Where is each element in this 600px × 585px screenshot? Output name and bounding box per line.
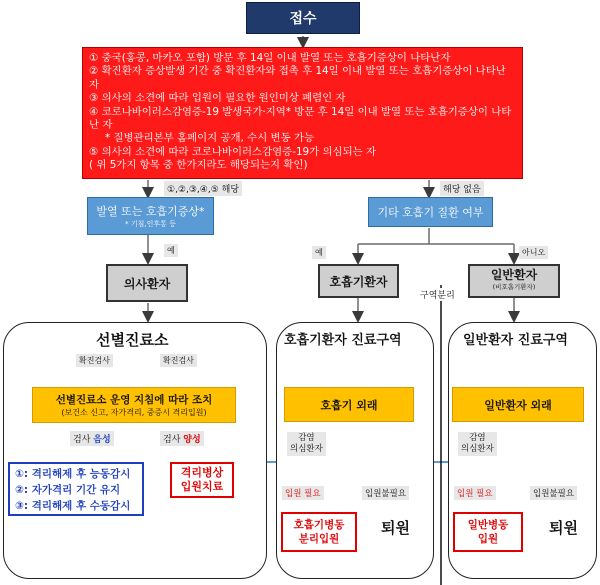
not-applies-label: 해당 없음 xyxy=(440,181,484,196)
criteria-line-7: ( 위 5가지 항목 중 한가지라도 해당되는지 확인) xyxy=(89,159,308,172)
other-resp-label: 기타 호흡기 질환 여부 xyxy=(377,206,484,219)
negative-result-box xyxy=(8,462,144,516)
general-infection-line1: 감염 xyxy=(469,433,486,443)
resp-discharge: 퇴원 xyxy=(381,519,410,537)
general-ward-box xyxy=(453,512,523,552)
screening-negative-label xyxy=(70,431,114,446)
general-patient-box xyxy=(468,264,560,298)
yes-label-left: 예 xyxy=(164,244,178,257)
screening-test-right: 확진검사 xyxy=(160,354,197,367)
criteria-line-5: * 질병관리본부 홈페이지 공개, 수시 변동 가능 xyxy=(105,132,314,145)
intake-box xyxy=(246,2,360,34)
general-patient-sub: (비호흡기환자) xyxy=(492,283,536,291)
positive-result-box xyxy=(170,462,234,498)
criteria-box xyxy=(82,47,523,179)
resp-infection-suspect xyxy=(287,432,326,456)
other-resp-box xyxy=(368,197,493,227)
general-infection-suspect xyxy=(458,432,497,456)
zone-divider-label: 구역분리 xyxy=(418,288,457,301)
resp-clinic-box xyxy=(284,387,414,422)
negative-item-1: ①: 격리해제 후 능동감시 xyxy=(15,468,131,480)
general-admit-needed: 입원 필요 xyxy=(454,486,496,500)
general-patient-label: 일반환자 xyxy=(490,268,538,282)
negative-item-2: ②: 자가격리 기간 유지 xyxy=(15,484,121,496)
applies-label: ①,②,③,④,⑤ 해당 xyxy=(164,181,242,196)
negative-prefix: 검사 xyxy=(73,435,94,445)
resp-zone-title: 호흡기환자 진료구역 xyxy=(284,333,402,348)
positive-item-1: 격리병상 xyxy=(180,466,224,479)
resp-admit-needed: 입원 필요 xyxy=(282,486,324,500)
screening-pane xyxy=(3,322,267,579)
resp-admit-not-needed: 입원불필요 xyxy=(362,486,409,500)
general-ward-line1: 일반병동 xyxy=(467,519,509,531)
screening-title: 선별진료소 xyxy=(96,331,169,349)
criteria-line-1: ① 중국(홍콩, 마카오 포함) 방문 후 14일 이내 발열 또는 호흡기증상이 나타난자 xyxy=(89,52,451,64)
screening-action-title: 선별진료소 운영 지침에 따라 조치 xyxy=(55,394,213,406)
resp-ward-line1: 호흡기병동 xyxy=(293,519,345,531)
fever-box xyxy=(87,197,214,235)
resp-clinic-label: 호흡기 외래 xyxy=(320,398,378,412)
fever-note: * 기침,인후통 등 xyxy=(125,220,176,228)
resp-patient-box xyxy=(318,264,399,298)
general-zone-title: 일반환자 진료구역 xyxy=(463,333,568,348)
criteria-line-4: ④ 코로나바이러스감염증-19 발생국가·지역* 방문 후 14일 이내 발열 또는 호흡기증상이 나타난 자 xyxy=(89,105,512,132)
screening-test-left: 확진검사 xyxy=(76,354,113,367)
positive-word: 양성 xyxy=(183,435,201,445)
resp-infection-line1: 감염 xyxy=(298,433,315,443)
general-clinic-box xyxy=(452,387,584,422)
positive-item-2: 입원치료 xyxy=(180,480,224,493)
general-discharge: 퇴원 xyxy=(549,519,578,537)
screening-action-sub: (보건소 신고, 자가격리, 중증시 격리입원) xyxy=(61,408,207,417)
resp-ward-box xyxy=(281,512,357,552)
yes-label-right: 예 xyxy=(312,246,326,259)
criteria-line-3: ③ 의사의 소견에 따라 입원이 필요한 원인미상 폐렴인 자 xyxy=(89,92,346,105)
negative-item-3: ③: 격리해제 후 수동감시 xyxy=(15,500,131,512)
intake-label: 접수 xyxy=(289,11,317,27)
positive-prefix: 검사 xyxy=(163,435,184,445)
fever-title: 발열 또는 호흡기증상* xyxy=(96,205,205,218)
resp-infection-line2: 의심환자 xyxy=(290,444,323,454)
resp-patient-label: 호흡기환자 xyxy=(329,274,388,289)
no-label: 아니오 xyxy=(519,246,548,259)
negative-word: 음성 xyxy=(93,435,111,445)
general-infection-line2: 의심환자 xyxy=(461,444,494,454)
general-ward-line2: 입원 xyxy=(477,533,499,545)
criteria-line-2: ② 확진환자 증상발생 기간 중 확진환자와 접촉 후 14일 이내 발열 또는 호흡기증상이 나타난 자 xyxy=(89,65,506,91)
resp-ward-line2: 분리입원 xyxy=(298,533,340,545)
general-clinic-label: 일반환자 외래 xyxy=(484,398,552,412)
general-admit-not-needed: 입원불필요 xyxy=(530,486,577,500)
suspect-label: 의사환자 xyxy=(123,276,171,291)
screening-action-box xyxy=(32,387,236,423)
criteria-line-6: ⑤ 의사의 소견에 따라 코로나바이러스감염증-19가 의심되는 자 xyxy=(89,145,376,158)
screening-positive-label xyxy=(160,431,204,446)
suspect-box xyxy=(106,264,188,302)
